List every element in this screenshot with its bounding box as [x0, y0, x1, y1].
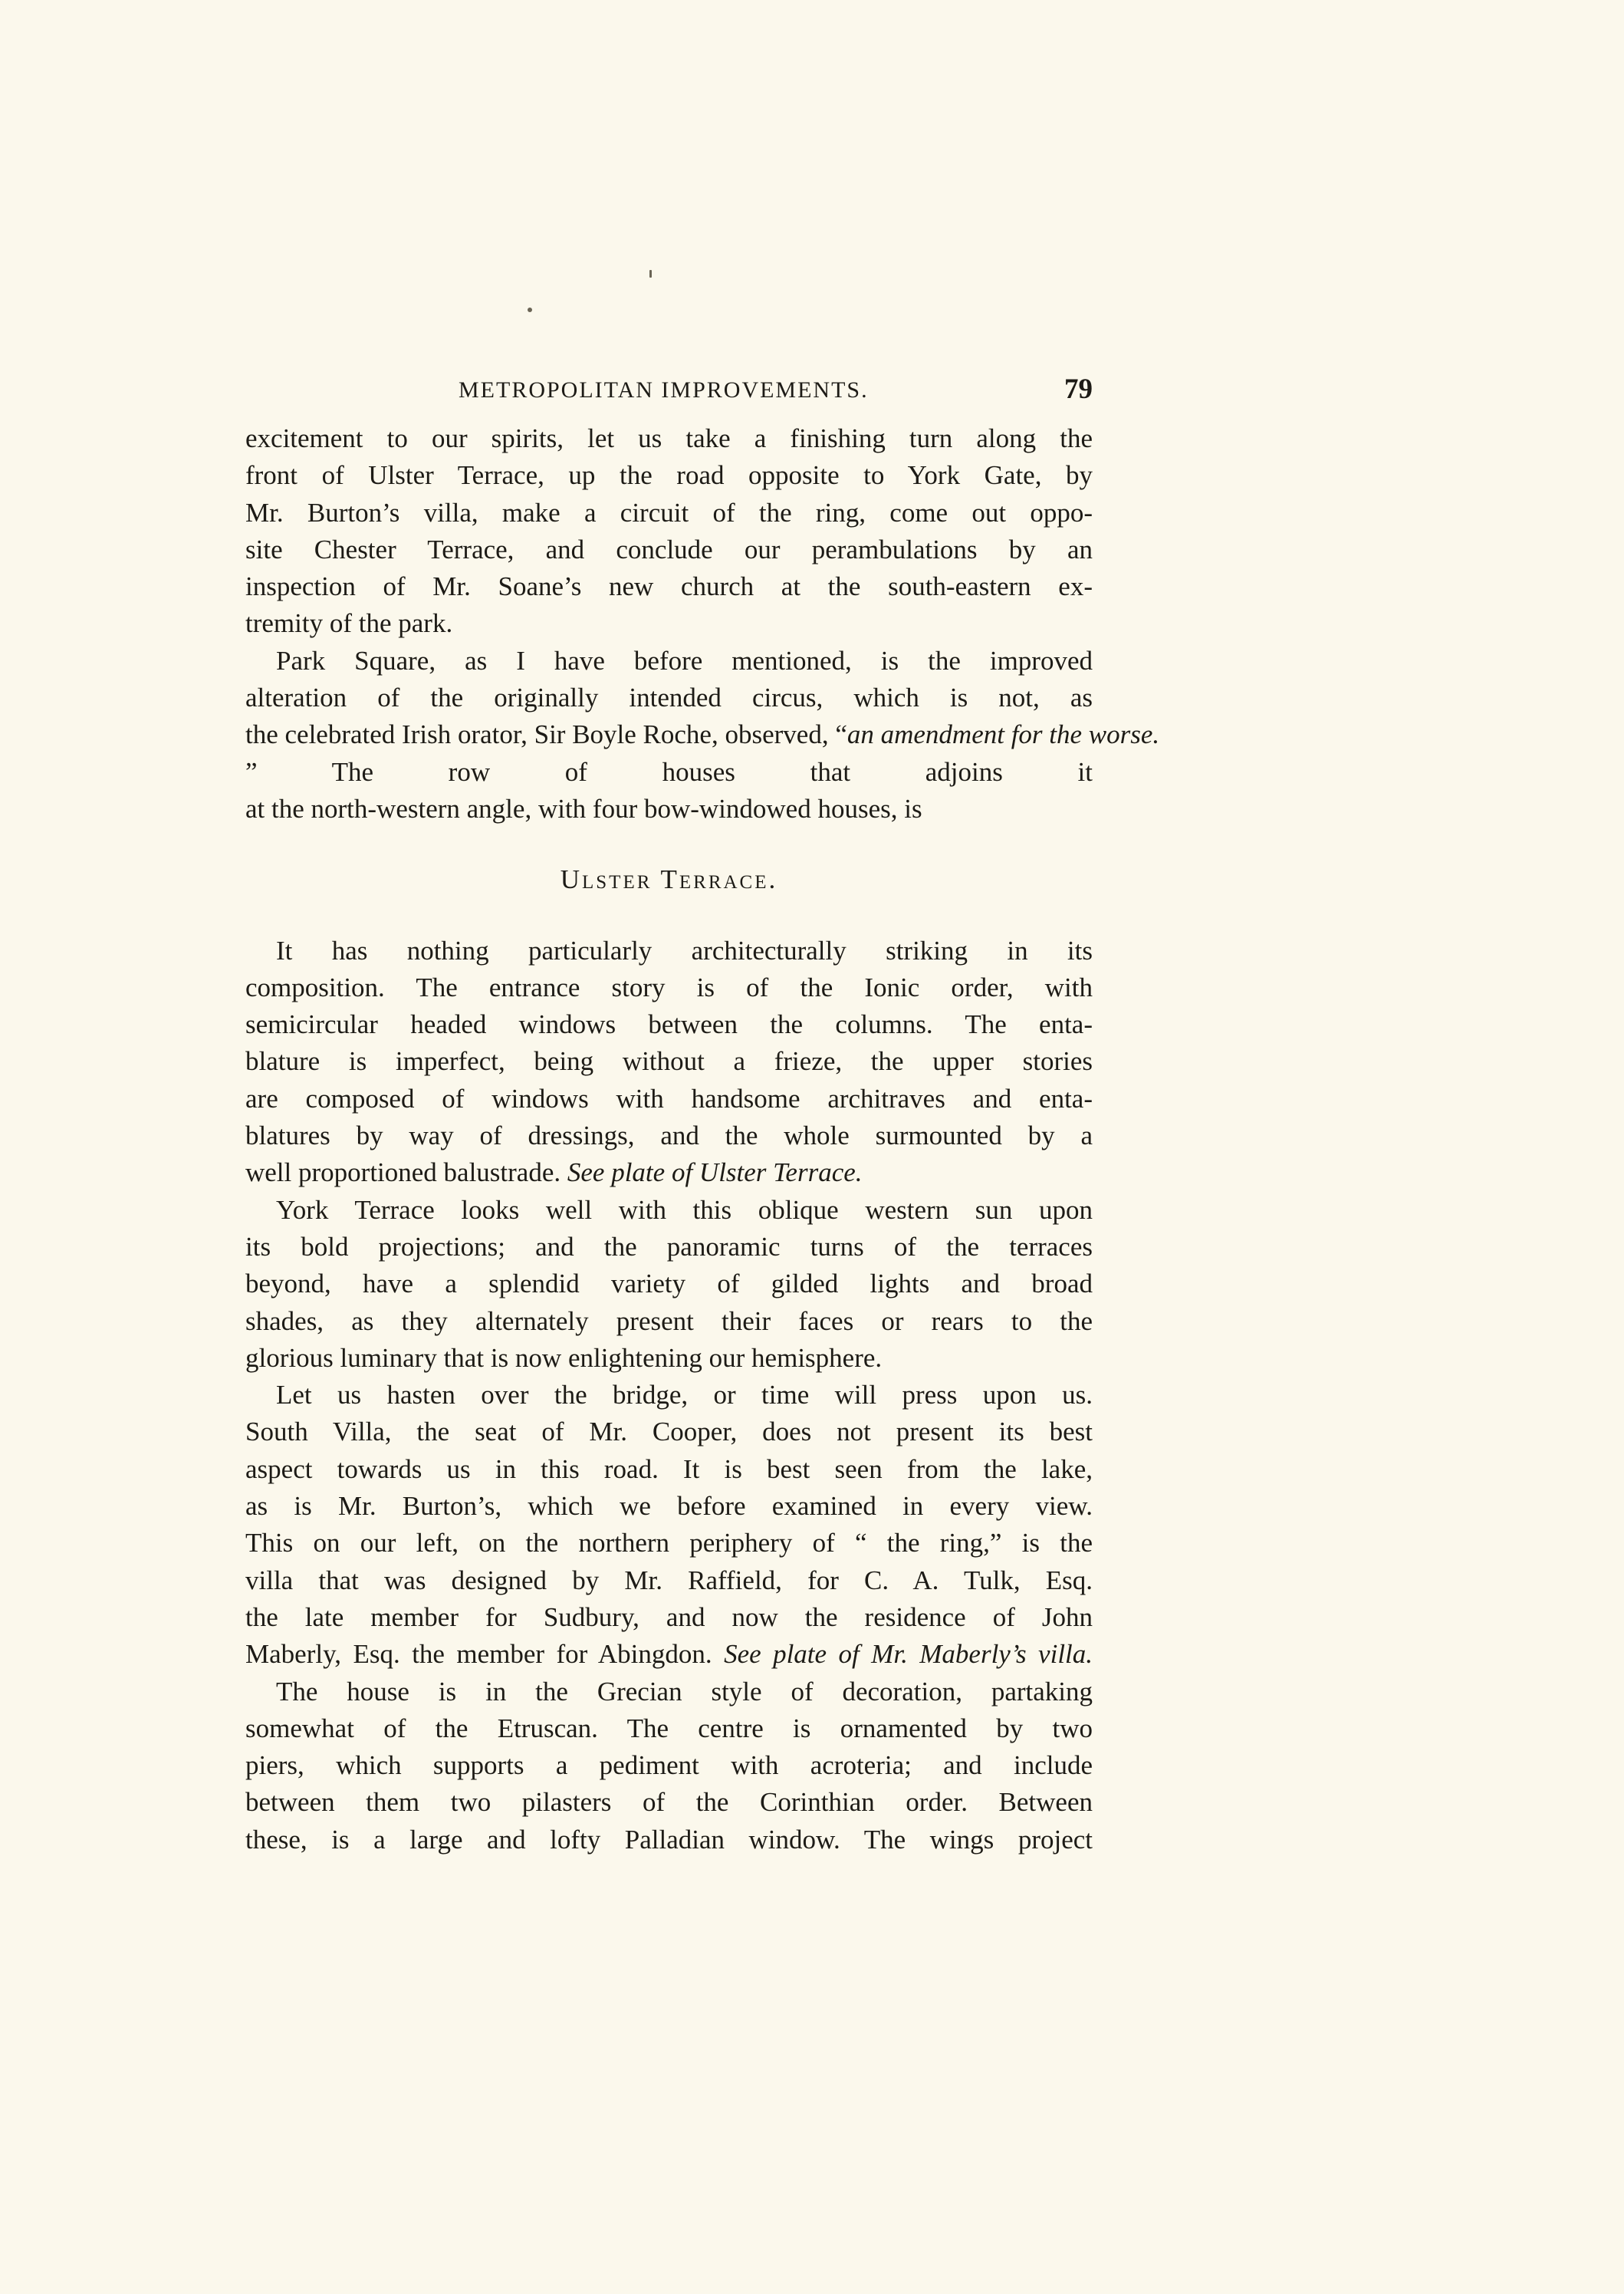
text-line: Let us hasten over the bridge, or time will press upon us.	[276, 1380, 1093, 1410]
text-line: the late member for Sudbury, and now the residence of John	[245, 1601, 1093, 1632]
paragraph-2	[245, 643, 1160, 828]
text-line: York Terrace looks well with this oblique western sun upon	[276, 1194, 1093, 1225]
text-line: semicircular headed windows between the columns. The enta-	[245, 1009, 1093, 1040]
text-line: This on our left, on the northern periphery of “ the ring,” is the	[245, 1528, 1093, 1558]
text-line: beyond, have a splendid variety of gilded lights and broad	[245, 1269, 1093, 1299]
text-line: The house is in the Grecian style of decoration, partaking	[276, 1676, 1093, 1707]
quoted-phrase: an amendment for the worse.	[847, 719, 1160, 750]
text-line: front of Ulster Terrace, up the road opposite to York Gate, by	[245, 460, 1093, 491]
text-line: glorious luminary that is now enlightening our hemisphere.	[245, 1342, 883, 1373]
paper-speck	[649, 270, 652, 278]
text-line: tremity of the park.	[245, 608, 453, 639]
text-line: blatures by way of dressings, and the whole surmounted by a	[245, 1121, 1093, 1151]
plate-reference: See plate of Mr. Maberly’s villa.	[724, 1639, 1093, 1670]
text-line: villa that was designed by Mr. Raffield, for C. A. Tulk, Esq.	[245, 1565, 1093, 1595]
text-line: are composed of windows with handsome architraves and enta-	[245, 1083, 1093, 1114]
text-line: inspection of Mr. Soane’s new church at the south-eastern ex-	[245, 571, 1093, 602]
text-line: somewhat of the Etruscan. The centre is ornamented by two	[245, 1713, 1093, 1743]
running-title: METROPOLITAN IMPROVEMENTS.	[459, 377, 869, 403]
section-heading: Ulster Terrace.	[560, 864, 778, 895]
text-line: ” The row of houses that adjoins it	[245, 756, 1093, 787]
text-line: piers, which supports a pediment with acroteria; and include	[245, 1750, 1093, 1781]
text-line	[245, 716, 1160, 753]
text-line: blature is imperfect, being without a frieze, the upper stories	[245, 1046, 1093, 1077]
text-line: site Chester Terrace, and conclude our perambulations by an	[245, 534, 1093, 564]
text-line: alteration of the originally intended circus, which is not, as	[245, 683, 1093, 713]
text-line: these, is a large and lofty Palladian window. The wings project	[245, 1824, 1093, 1855]
paper-speck	[528, 308, 532, 312]
text-segment: the celebrated Irish orator, Sir Boyle Roche, observed, “	[245, 719, 847, 750]
paragraph-4	[245, 1192, 1093, 1377]
text-line: aspect towards us in this road. It is best seen from the lake,	[245, 1453, 1093, 1484]
text-line	[245, 1636, 1093, 1673]
text-line: Park Square, as I have before mentioned, is the improved	[276, 645, 1093, 676]
text-line: as is Mr. Burton’s, which we before examined in every view.	[245, 1491, 1093, 1522]
text-segment: well proportioned balustrade.	[245, 1157, 561, 1188]
text-line	[245, 1154, 1093, 1191]
paragraph-1	[245, 420, 1093, 643]
page-number: 79	[1064, 374, 1093, 405]
text-line: composition. The entrance story is of the Ionic order, with	[245, 972, 1093, 1002]
page-body	[245, 420, 1160, 1858]
paragraph-5	[245, 1377, 1093, 1673]
paragraph-6	[245, 1674, 1093, 1858]
text-line: South Villa, the seat of Mr. Cooper, does not present its best	[245, 1417, 1093, 1447]
text-line: shades, as they alternately present their faces or rears to the	[245, 1305, 1093, 1336]
page-header	[245, 373, 1093, 411]
plate-reference: See plate of Ulster Terrace.	[567, 1157, 863, 1188]
text-line: excitement to our spirits, let us take a finishing turn along the	[245, 423, 1093, 453]
text-line: It has nothing particularly architecturally striking in its	[276, 935, 1093, 966]
text-line: Mr. Burton’s villa, make a circuit of the ring, come out oppo-	[245, 497, 1093, 528]
text-segment: Maberly, Esq. the member for Abingdon.	[245, 1639, 712, 1670]
paragraph-3	[245, 933, 1093, 1192]
text-line: between them two pilasters of the Corinthian order. Between	[245, 1787, 1093, 1818]
text-line: its bold projections; and the panoramic turns of the terraces	[245, 1231, 1093, 1262]
text-line: at the north-western angle, with four bow-windowed houses, is	[245, 793, 922, 824]
